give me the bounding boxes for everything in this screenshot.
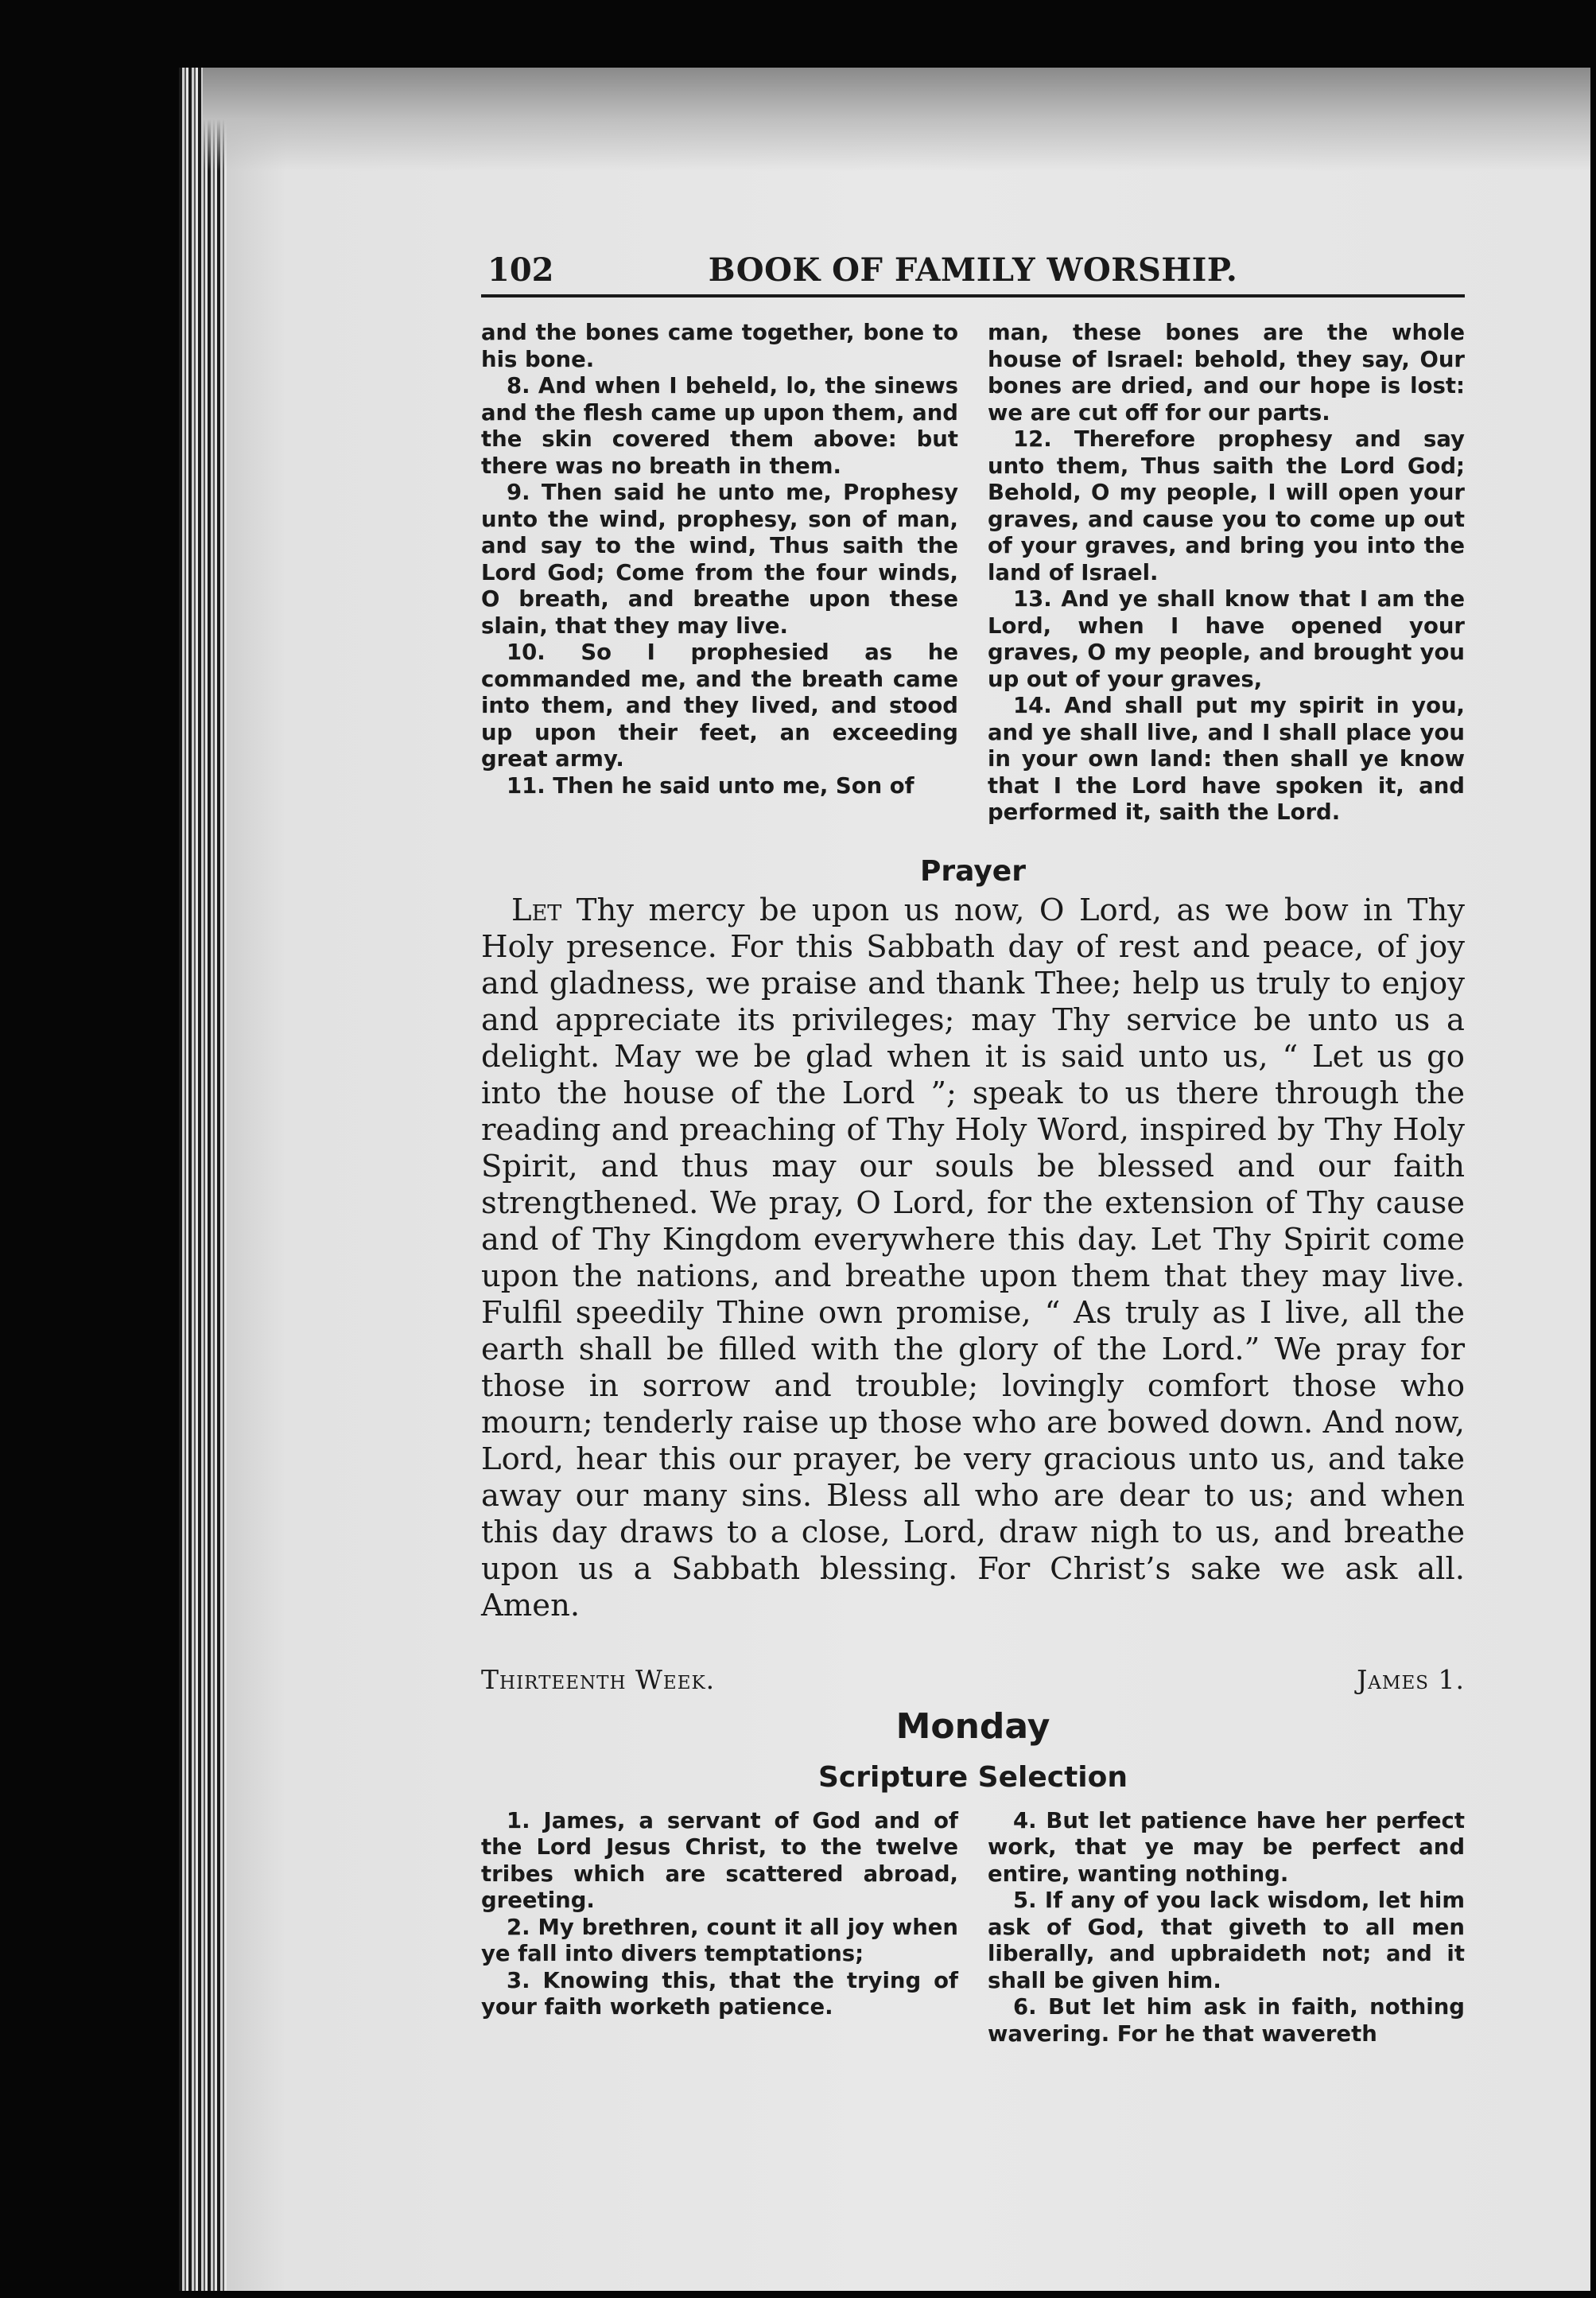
james-verse-3: 3. Knowing this, that the trying of your faith worketh patience. — [481, 1967, 958, 2020]
book-reference: James 1. — [1357, 1663, 1465, 1695]
verse-11: 11. Then he said unto me, Son of — [507, 772, 914, 799]
verse-14: 14. And shall put my spirit in you, and ye shall live, and I shall place you in your own land: then shall ye know that I the Lord have spoken it, and performed it, saith the Lord. — [988, 693, 1465, 825]
week-line — [481, 1664, 1465, 1695]
right-column — [988, 320, 1465, 826]
scripture-heading: Scripture Selection — [817, 1760, 1128, 1794]
top-shadow — [203, 68, 1590, 171]
running-title: BOOK OF FAMILY WORSHIP. — [708, 251, 1238, 289]
prayer-heading: Prayer — [920, 854, 1026, 888]
verse-12: 12. Therefore prophesy and say unto them, Thus saith the Lord God; Behold, O my people, I will open your graves, and cause you to come up out of your graves, and bring you into the land of Israel. — [988, 426, 1465, 585]
lower-right-column — [988, 1808, 1465, 2048]
verse-continuation: and the bones came together, bone to his bone. — [481, 320, 958, 372]
verse-11-continuation: man, these bones are the whole house of Israel: behold, they say, Our bones are dried, and our hope is lost: we are cut off for our parts. — [988, 320, 1465, 426]
verse-8: 8. And when I beheld, lo, the sinews and the flesh came up upon them, and the skin covered them above: but there was no breath in them. — [481, 373, 958, 479]
left-column — [481, 320, 958, 826]
verse-9: 9. Then said he unto me, Prophesy unto the wind, prophesy, son of man, and say to the wind, Thus saith the Lord God; Come from the four winds, O breath, and breathe upon these slain, that they may live. — [481, 480, 958, 639]
upper-columns — [481, 320, 1465, 826]
lower-left-column — [481, 1808, 958, 2048]
james-verse-1: 1. James, a servant of God and of the Lord Jesus Christ, to the twelve tribes which are scattered abroad, greeting. — [481, 1807, 958, 1913]
james-verse-2: 2. My brethren, count it all joy when ye fall into divers temptations; — [481, 1914, 958, 1966]
prayer-body: Thy mercy be upon us now, O Lord, as we bow in Thy Holy presence. For this Sabbath day of rest and peace, of joy and gladness, we praise and thank Thee; help us truly to enjoy and appreciate its privileges; may Thy service be unto us a delight. May we be glad when it is said unto us, “ Let us go into the house of the Lord ”; speak to us there through the reading and preaching of Thy Holy Word, inspired by Thy Holy Spirit, and thus may our souls be blessed and our faith strengthened. We pray, O Lord, for the extension of Thy cause and of Thy Kingdom everywhere this day. Let Thy Spirit come upon the nations, and breathe upon them that they may live. Fulfil speedily Thine own promise, “ As truly as I live, all the earth shall be filled with the glory of the Lord.” We pray for those in sorrow and trouble; lovingly comfort those who mourn; tenderly raise up those who are bowed down. And now, Lord, hear this our prayer, be very gracious unto us, and take away our many sins. Bless all who are dear to us; and when this day draws to a close, Lord, draw nigh to us, and breathe upon us a Sabbath blessing. For Christ’s sake we ask all. Amen. — [481, 892, 1465, 1623]
verse-13: 13. And ye shall know that I am the Lord, when I have opened your graves, O my people, and brought you up out of your graves, — [988, 586, 1465, 692]
james-verse-5: 5. If any of you lack wisdom, let him ask of God, that giveth to all men liberally, and upbraideth not; and it shall be given him. — [988, 1888, 1465, 1993]
james-verse-6: 6. But let him ask in faith, nothing wavering. For he that wavereth — [988, 1994, 1465, 2047]
james-verse-4: 4. But let patience have her perfect work, that ye may be perfect and entire, wanting nothing. — [988, 1807, 1465, 1887]
page-header — [481, 248, 1465, 297]
page-content — [481, 248, 1465, 2047]
page-number: 102 — [487, 251, 554, 289]
day-heading: Monday — [895, 1705, 1050, 1747]
page-edges — [179, 68, 227, 2291]
lower-columns — [481, 1808, 1465, 2048]
verse-10: 10. So I prophesied as he commanded me, and the breath came into them, and they lived, and stood up upon their feet, an exceeding great army. — [481, 640, 958, 772]
week-label: Thirteenth Week. — [481, 1663, 716, 1695]
prayer-text — [481, 892, 1465, 1624]
prayer-first-word: Let — [511, 892, 562, 928]
